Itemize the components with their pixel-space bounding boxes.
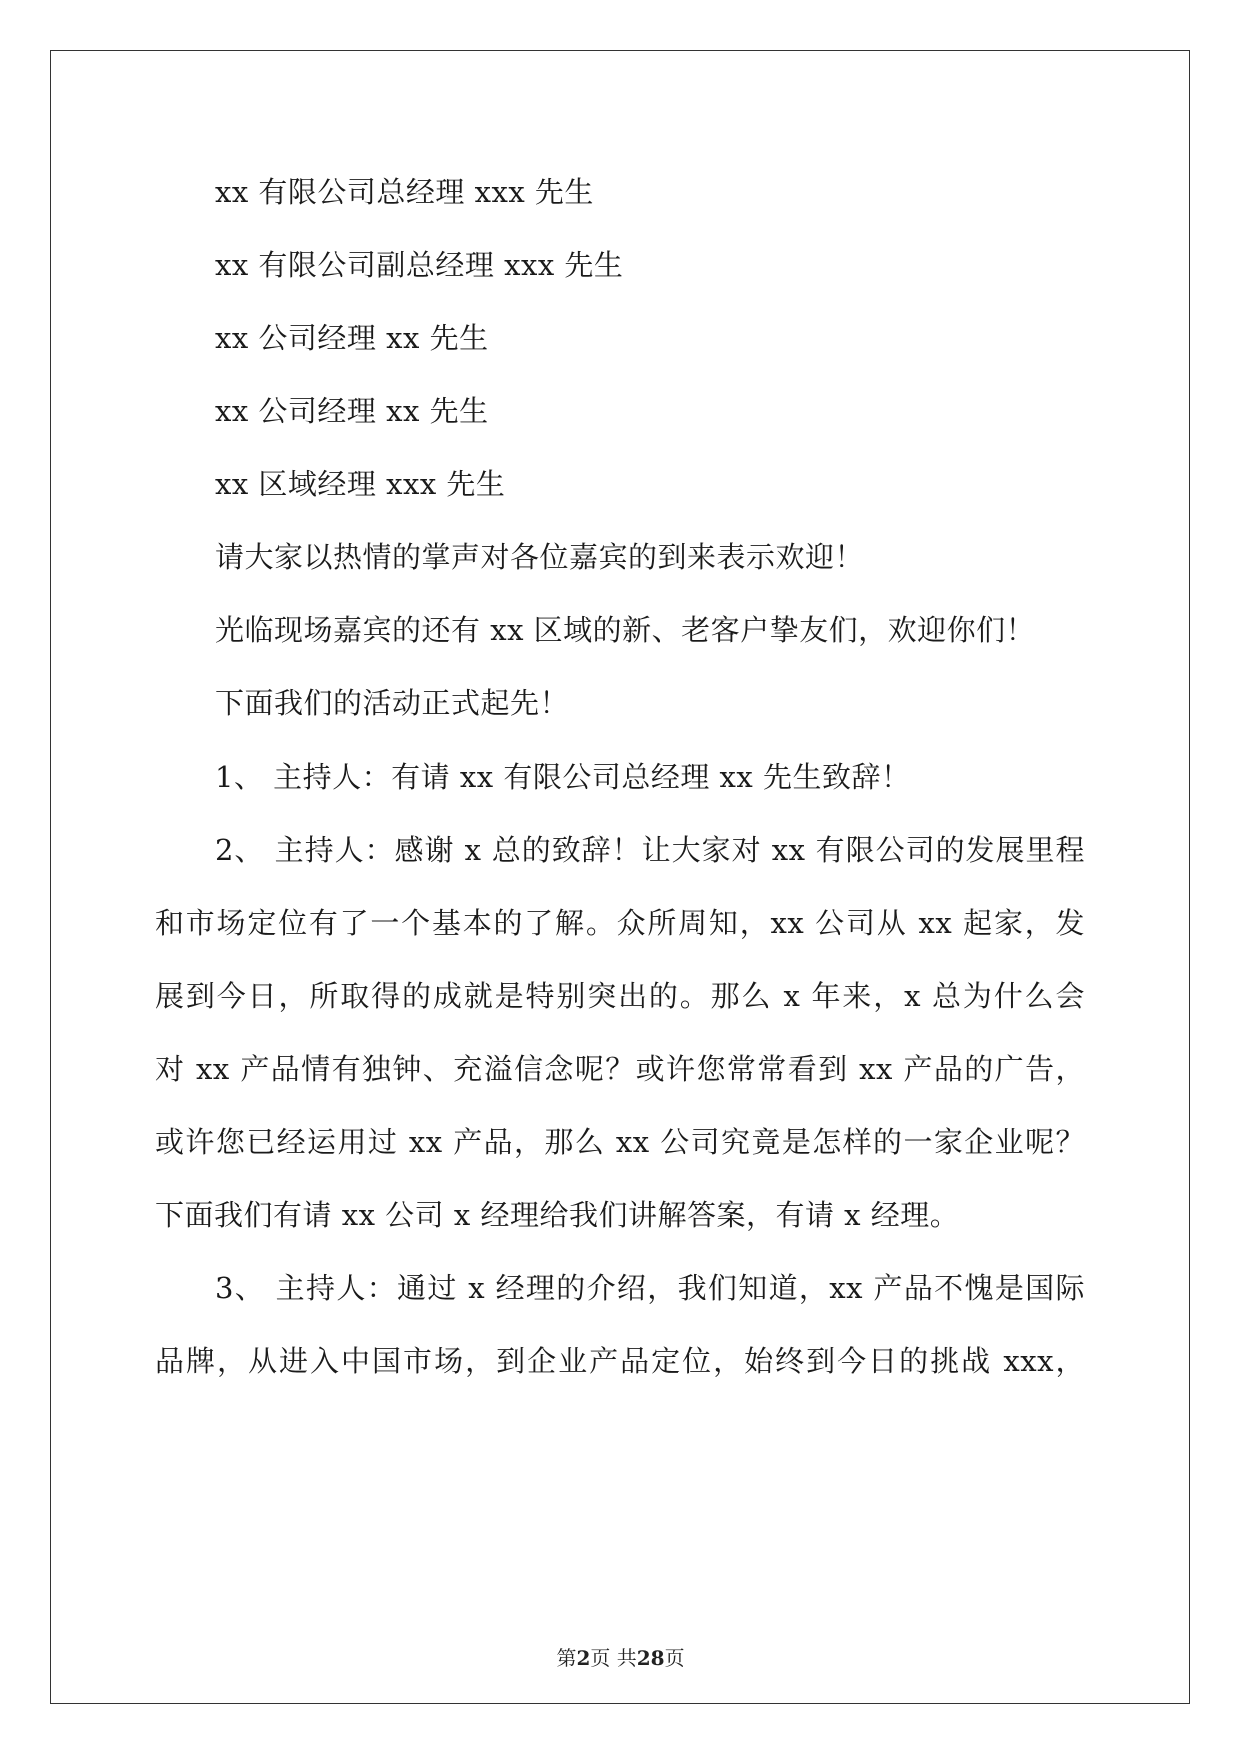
footer-prefix: 第 xyxy=(556,1646,577,1670)
text-line: xx 有限公司总经理 xxx 先生 xyxy=(215,175,594,209)
text-line: 3、 主持人：通过 x 经理的介绍，我们知道，xx 产品不愧是国际 xyxy=(215,1271,1085,1305)
page-footer xyxy=(0,1644,1241,1672)
footer-middle: 页 共 xyxy=(590,1646,637,1670)
footer-suffix: 页 xyxy=(664,1646,685,1670)
text-line: xx 有限公司副总经理 xxx 先生 xyxy=(215,248,624,282)
text-line: 或许您已经运用过 xx 产品，那么 xx 公司究竟是怎样的一家企业呢？ xyxy=(155,1125,1085,1159)
text-line: xx 公司经理 xx 先生 xyxy=(215,321,489,355)
text-line: 请大家以热情的掌声对各位嘉宾的到来表示欢迎！ xyxy=(215,540,865,574)
text-line: 下面我们的活动正式起先！ xyxy=(215,686,570,720)
text-line: 2、 主持人：感谢 x 总的致辞！让大家对 xx 有限公司的发展里程 xyxy=(215,833,1085,867)
text-line: 下面我们有请 xx 公司 x 经理给我们讲解答案，有请 x 经理。 xyxy=(155,1198,960,1232)
page-border xyxy=(50,50,1190,1704)
text-line: xx 区域经理 xxx 先生 xyxy=(215,467,506,501)
text-line: 光临现场嘉宾的还有 xx 区域的新、老客户挚友们，欢迎你们！ xyxy=(215,613,1036,647)
text-line: 1、 主持人：有请 xx 有限公司总经理 xx 先生致辞！ xyxy=(215,760,911,794)
text-line: 展到今日，所取得的成就是特别突出的。那么 x 年来，x 总为什么会 xyxy=(155,979,1085,1013)
text-line: 对 xx 产品情有独钟、充溢信念呢？或许您常常看到 xx 产品的广告， xyxy=(155,1052,1085,1086)
footer-page-number: 2 xyxy=(576,1646,591,1670)
text-line: 品牌，从进入中国市场，到企业产品定位，始终到今日的挑战 xxx， xyxy=(155,1344,1085,1378)
text-line: xx 公司经理 xx 先生 xyxy=(215,394,489,428)
footer-total-pages: 28 xyxy=(636,1646,665,1670)
text-line: 和市场定位有了一个基本的了解。众所周知，xx 公司从 xx 起家，发 xyxy=(155,906,1085,940)
